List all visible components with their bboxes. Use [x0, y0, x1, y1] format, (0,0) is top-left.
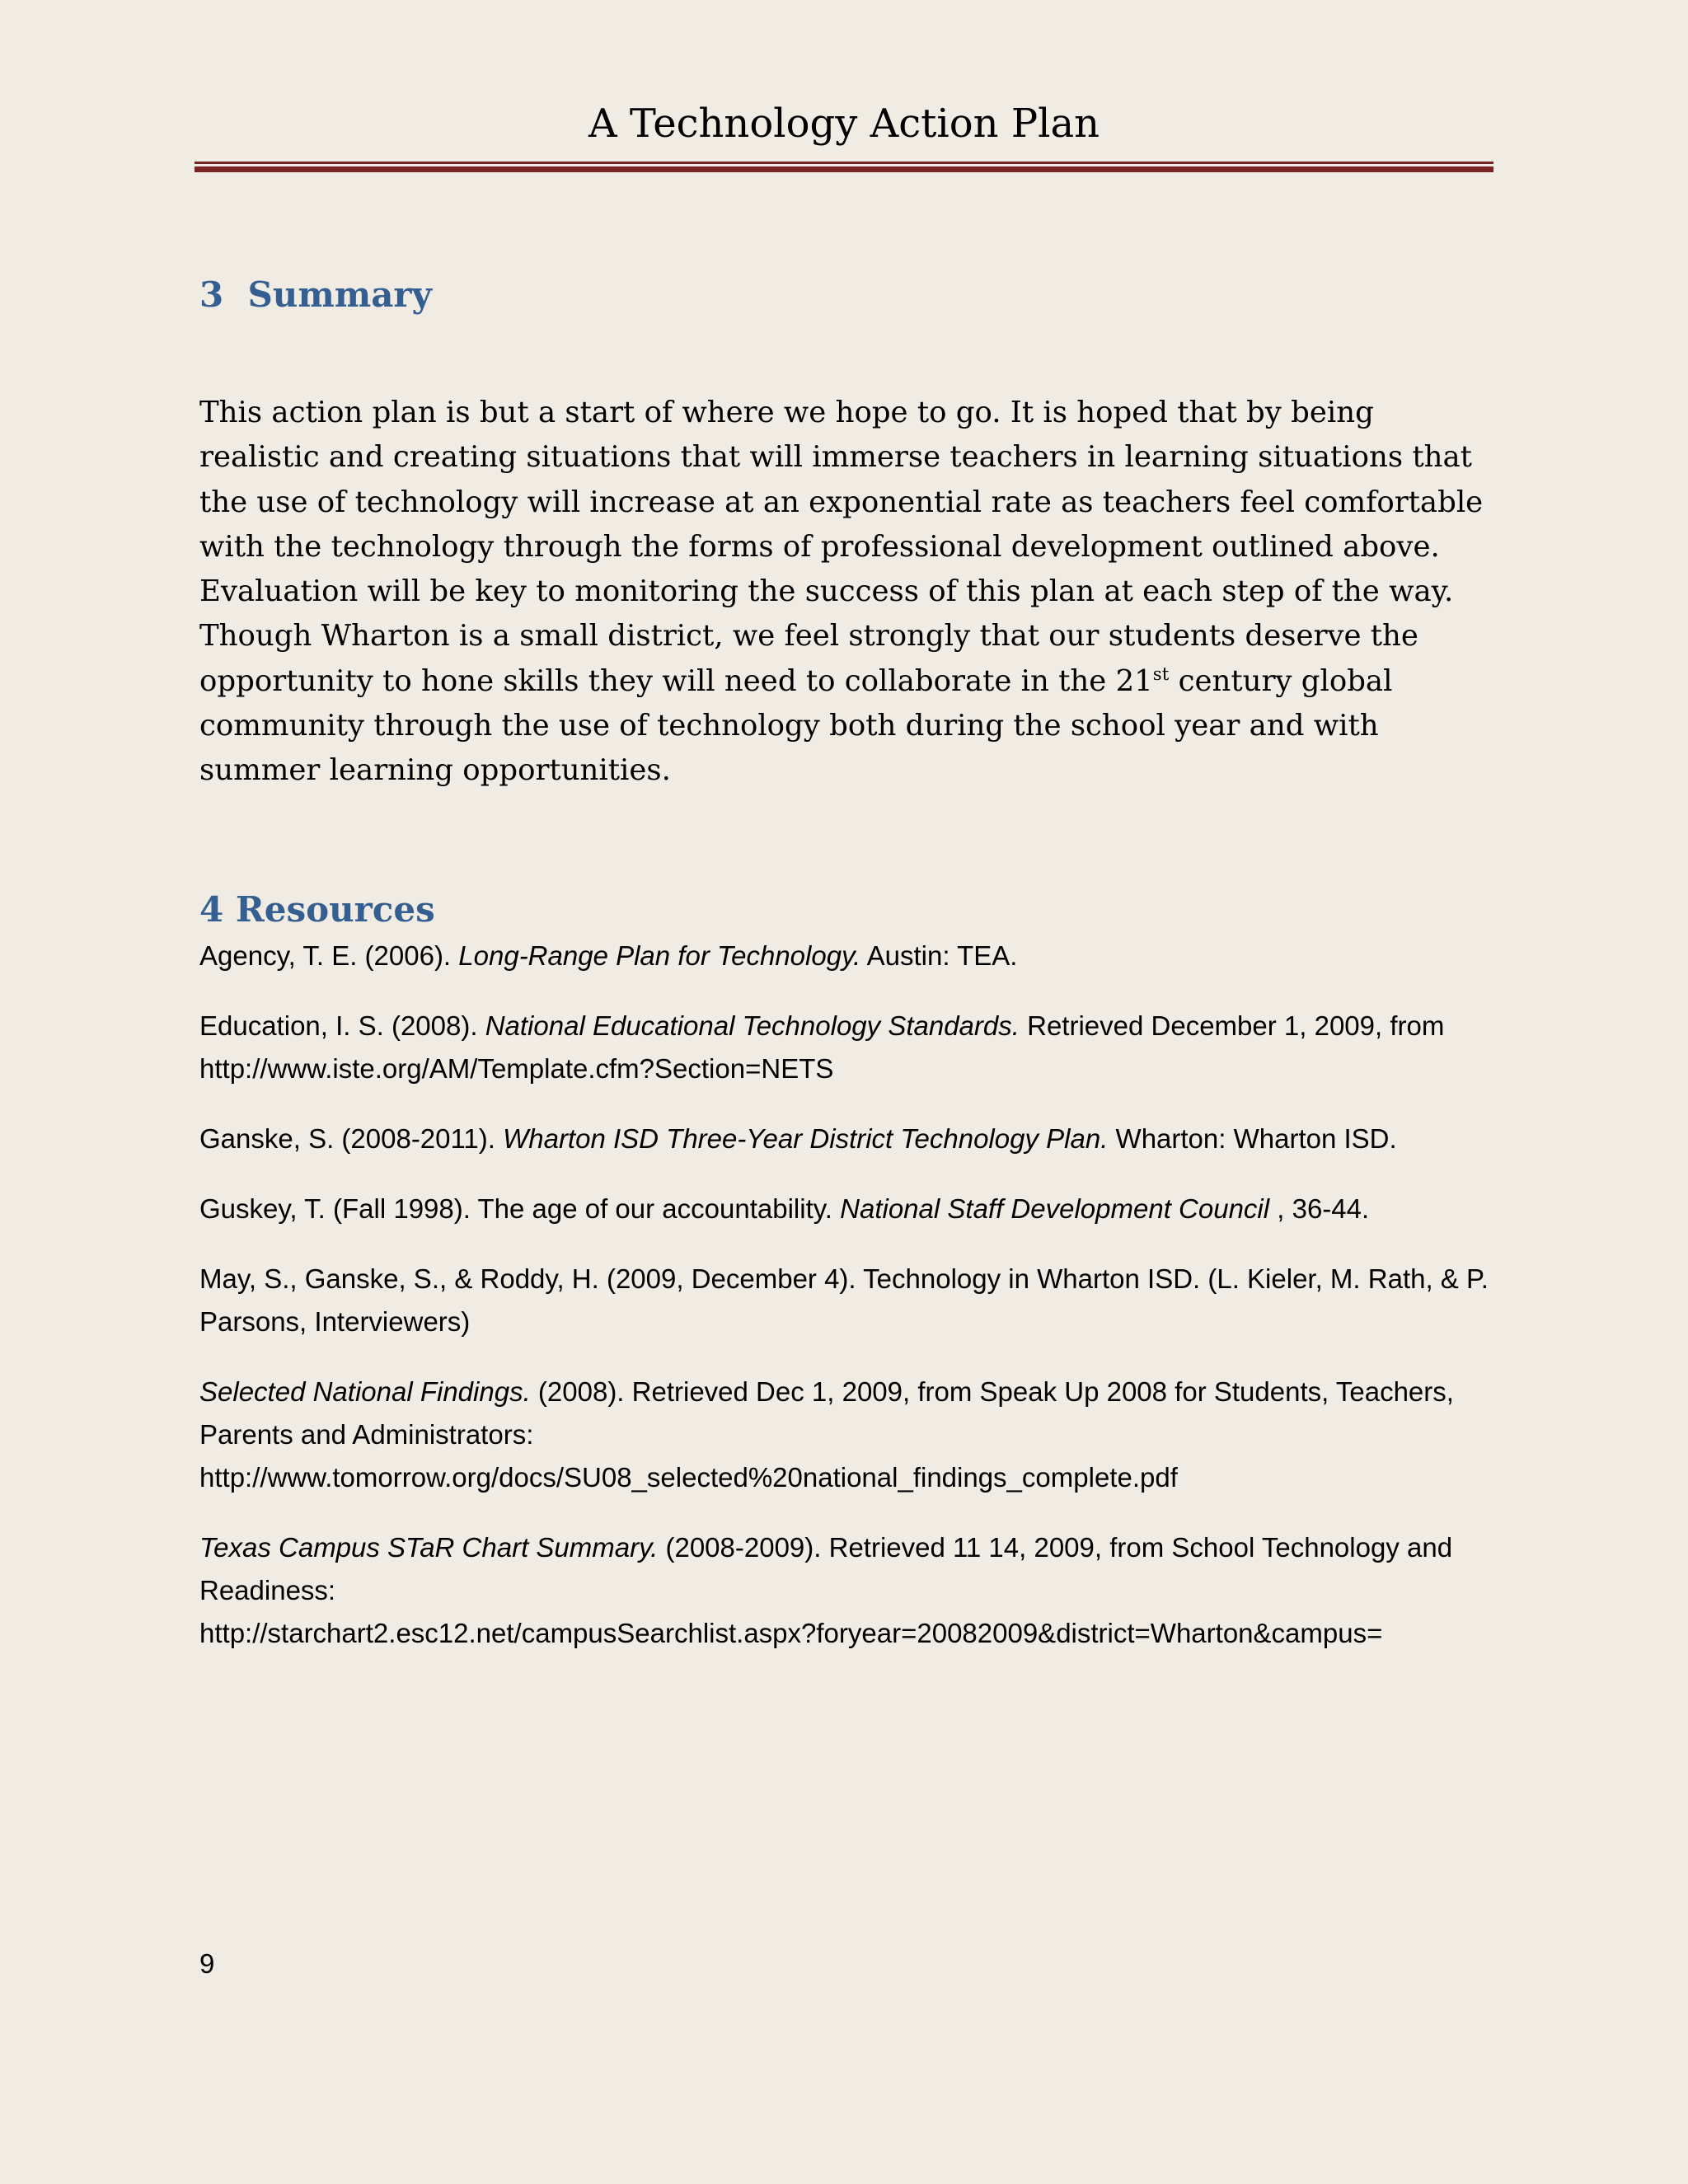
- header-divider-thin-line: [195, 162, 1493, 164]
- reference-entry: [199, 1005, 1502, 1090]
- reference-text: (2008). Retrieved Dec 1, 2009, from Speak Up 2008 for Students, Teachers, Parents and Administrators:: [199, 1376, 1454, 1450]
- reference-text: Austin: TEA.: [860, 940, 1018, 971]
- summary-heading: 3 Summary: [199, 274, 432, 315]
- header-divider-thick-line: [195, 166, 1493, 172]
- resources-list: [199, 935, 1502, 1682]
- resources-heading: 4 Resources: [199, 889, 435, 930]
- reference-text: , 36-44.: [1269, 1193, 1370, 1224]
- summary-text-part-1: This action plan is but a start of where we hope to go. It is hoped that by being realistic and creating situations that will immerse teachers in learning situations that the use of technology will increase at an exponential rate as teachers feel comfortable with the technology through the forms of professional development outlined above. Evaluation will be key to monitoring the success of this plan at each step of the way. Though Wharton is a small district, we feel strongly that our students deserve the opportunity to hone skills they will need to collaborate in the 21: [199, 396, 1484, 698]
- reference-entry: [199, 935, 1502, 977]
- reference-title: Long-Range Plan for Technology.: [458, 940, 861, 971]
- reference-text: Retrieved December 1, 2009, from: [1019, 1010, 1445, 1041]
- reference-entry: [199, 1526, 1502, 1655]
- reference-text: Ganske, S. (2008-2011).: [199, 1123, 504, 1154]
- reference-title: Selected National Findings.: [199, 1376, 531, 1407]
- reference-entry: [199, 1258, 1502, 1343]
- reference-url: http://www.iste.org/AM/Template.cfm?Section=NETS: [199, 1053, 834, 1084]
- summary-superscript: st: [1152, 663, 1170, 685]
- page-header-title: A Technology Action Plan: [588, 101, 1100, 147]
- summary-paragraph: [199, 391, 1502, 794]
- reference-text: Education, I. S. (2008).: [199, 1010, 485, 1041]
- reference-title: National Educational Technology Standards.: [485, 1010, 1020, 1041]
- reference-text: May, S., Ganske, S., & Roddy, H. (2009, December 4). Technology in Wharton ISD. (L. Kieler, M. Rath, & P. Parsons, Interviewers): [199, 1263, 1489, 1337]
- reference-text: (2008-2009). Retrieved 11 14, 2009, from School Technology and Readiness:: [199, 1532, 1453, 1605]
- reference-url: http://www.tomorrow.org/docs/SU08_selected%20national_findings_complete.pdf: [199, 1462, 1178, 1493]
- reference-text: Wharton: Wharton ISD.: [1108, 1123, 1397, 1154]
- reference-entry: [199, 1118, 1502, 1160]
- reference-entry: [199, 1371, 1502, 1499]
- reference-title: Wharton ISD Three-Year District Technology Plan.: [503, 1123, 1109, 1154]
- reference-url: http://starchart2.esc12.net/campusSearchlist.aspx?foryear=20082009&district=Wharton&campus=: [199, 1618, 1383, 1648]
- reference-title: National Staff Development Council: [840, 1193, 1270, 1224]
- reference-text: Guskey, T. (Fall 1998). The age of our accountability.: [199, 1193, 841, 1224]
- reference-entry: [199, 1188, 1502, 1230]
- header-divider: [195, 162, 1493, 173]
- summary-text-part-2: century global community through the use of technology both during the school year and with summer learning opportunities.: [199, 663, 1393, 788]
- reference-text: Agency, T. E. (2006).: [199, 940, 459, 971]
- page-number: 9: [199, 1948, 215, 1979]
- reference-title: Texas Campus STaR Chart Summary.: [199, 1532, 659, 1563]
